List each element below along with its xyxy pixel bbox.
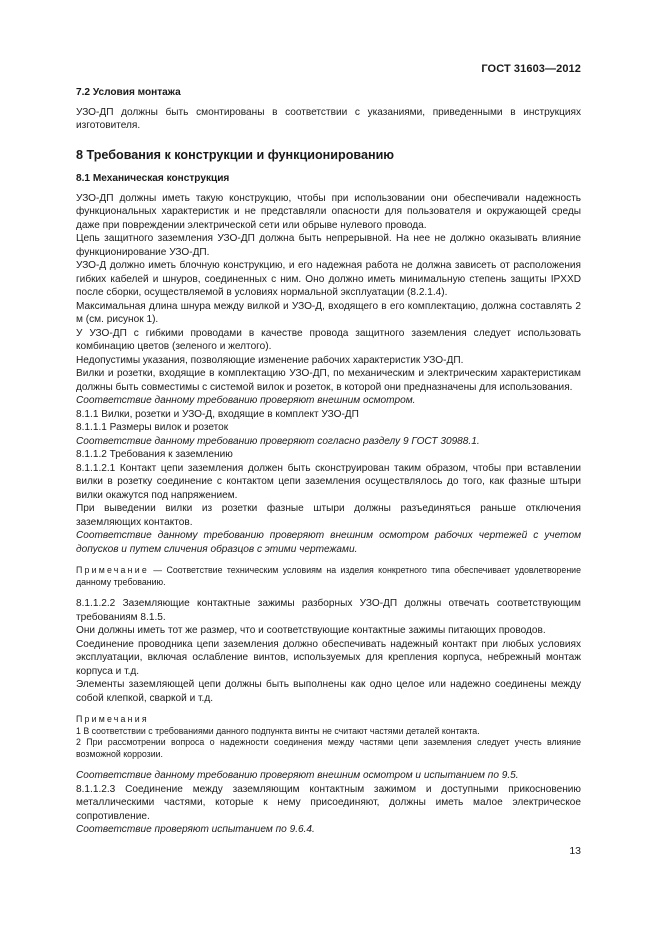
note-item: 1 В соответствии с требованиями данного подпункта винты не считают частями деталей контакта.: [76, 725, 480, 736]
compliance-note: Соответствие проверяют испытанием по 9.6.4.: [76, 824, 315, 835]
subsection-8-1-1-1-title: 8.1.1.1 Размеры вилок и розеток: [76, 422, 229, 433]
paragraph: Максимальная длина шнура между вилкой и УЗО-Д, входящего в его комплектацию, должна составлять 2 м (см. рисунок 1).: [76, 300, 581, 325]
paragraph: 8.1.1.2.3 Соединение между заземляющим контактным зажимом и доступными прикосновению металлическими частями, которые к нему присоединяют, должны иметь малое электрическое сопротивление.: [76, 783, 581, 822]
page-number: 13: [569, 845, 581, 857]
paragraph: Соединение проводника цепи заземления должно обеспечивать надежный контакт при любых условиях эксплуатации, включая ослабление винтов, используемых для крепления корпуса, небрежный монтаж корпуса и т.д.: [76, 638, 581, 677]
paragraph: Они должны иметь тот же размер, что и соответствующие контактные зажимы питающих проводов.: [76, 625, 546, 636]
subsection-8-1-1-title: 8.1.1 Вилки, розетки и УЗО-Д, входящие в комплект УЗО-ДП: [76, 408, 359, 420]
paragraph: 8.1.1.2.1 Контакт цепи заземления должен быть сконструирован таким образом, чтобы при вставлении вилки в розетку соединение с контактом цепи заземления осуществлялось до того, как фазные штыри вилки окажутся под напряжением.: [76, 462, 581, 501]
document-header: ГОСТ 31603—2012: [481, 63, 581, 75]
section-8-title: 8 Требования к конструкции и функционированию: [76, 147, 395, 162]
paragraph: УЗО-Д должно иметь блочную конструкцию, и его надежная работа не должна зависеть от расположения гибких кабелей и шнуров, соединенных с ним. Оно должно иметь минимальную степень защиты IPXXD после сборки, осуществляемой в условиях нормальной эксплуатации (8.2.1.4).: [76, 260, 581, 298]
paragraph: 8.1.1.2.2 Заземляющие контактные зажимы разборных УЗО-ДП должны отвечать соответствующим требованиям 8.1.5.: [76, 598, 581, 623]
compliance-note: Соответствие данному требованию проверяют внешним осмотром.: [76, 395, 416, 406]
note-block: [76, 565, 581, 588]
compliance-note: Соответствие данному требованию проверяют согласно разделу 9 ГОСТ 30988.1.: [76, 435, 480, 447]
paragraph: У УЗО-ДП с гибкими проводами в качестве провода защитного заземления следует использовать комбинацию цветов (зеленого и желтого).: [76, 327, 581, 352]
section-7-2-title: 7.2 Условия монтажа: [76, 87, 181, 98]
compliance-note: Соответствие данному требованию проверяют внешним осмотром и испытанием по 9.5.: [76, 770, 519, 781]
note-text: — Соответствие техническим условиям на изделия конкретного типа обеспечивает удовлетворение данному требованию.: [76, 565, 581, 587]
section-8-1-title: 8.1 Механическая конструкция: [76, 173, 230, 184]
notes-label: Примечания: [76, 714, 149, 724]
paragraph: При выведении вилки из розетки фазные штыри должны разъединяться раньше отключения заземляющих контактов.: [76, 503, 581, 528]
paragraph: Недопустимы указания, позволяющие изменение рабочих характеристик УЗО-ДП.: [76, 354, 464, 366]
page-content: [76, 86, 581, 837]
paragraph: Цепь защитного заземления УЗО-ДП должна быть непрерывной. На нее не должно оказывать влияние функционирование УЗО-ДП.: [76, 233, 581, 258]
note-label: Примечание: [76, 565, 149, 575]
paragraph: Вилки и розетки, входящие в комплектацию УЗО-ДП, по механическим и электрическим характеристикам должны быть совместимы с системой вилок и розеток, в которой они предназначены для использования.: [76, 368, 581, 393]
compliance-note: Соответствие данному требованию проверяют внешним осмотром рабочих чертежей с учетом допусков и путем сличения образцов с этими чертежами.: [76, 530, 581, 555]
paragraph: УЗО-ДП должны быть смонтированы в соответствии с указаниями, приведенными в инструкциях изготовителя.: [76, 106, 581, 131]
paragraph: УЗО-ДП должны иметь такую конструкцию, чтобы при использовании они обеспечивали надежность функциональных характеристик и не представляли опасности для пользователя и окружающей среды даже при повреждении электрической сети или обрыве нулевого провода.: [76, 192, 581, 231]
note-item: 2 При рассмотрении вопроса о надежности соединения между частями цепи заземления следует учесть влияние возможной коррозии.: [76, 737, 581, 759]
subsection-8-1-1-2-title: 8.1.1.2 Требования к заземлению: [76, 449, 233, 460]
paragraph: Элементы заземляющей цепи должны быть выполнены как одно целое или надежно соединены между собой клепкой, сваркой и т.д.: [76, 679, 581, 704]
